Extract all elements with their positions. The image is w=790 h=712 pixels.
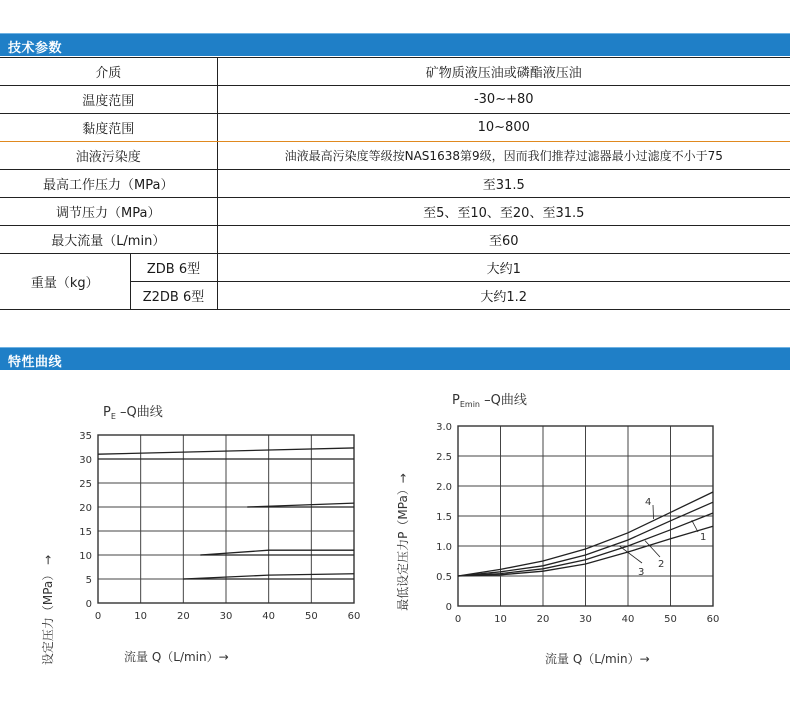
row-label-adjust-pressure: 调节压力（MPa） [0, 198, 217, 226]
y-tick-label: 3.0 [436, 422, 452, 433]
y-tick-label: 35 [79, 431, 92, 442]
x-tick-label: 20 [176, 611, 190, 622]
chart1-x-ticks [95, 611, 361, 622]
x-tick-label: 30 [219, 611, 233, 622]
y-tick-label: 5 [85, 575, 92, 586]
y-tick-label: 1.5 [436, 512, 452, 523]
x-tick-label: 0 [94, 611, 102, 622]
chart2-x-label: 流量 Q（L/min）→ [545, 652, 650, 666]
x-tick-label: 40 [621, 614, 635, 625]
y-tick-label: 25 [79, 479, 92, 490]
annotation-leader [653, 505, 654, 519]
chart2-x-ticks [455, 614, 720, 625]
x-tick-label: 40 [262, 611, 276, 622]
y-tick-label: 0 [445, 602, 452, 613]
weight-model-zdb6: ZDB 6型 [130, 254, 217, 282]
specs-section-title: 技术参数 [8, 41, 63, 56]
row-value-temperature: -30~+80 [217, 86, 790, 114]
chart1-title: $P_E$ –Q曲线 [103, 405, 163, 421]
weight-value-z2db6: 大约1.2 [217, 282, 790, 310]
y-tick-label: 10 [79, 551, 92, 562]
chart2-grid [458, 426, 713, 606]
chart1-y-ticks [79, 431, 92, 610]
pemin-q-chart [395, 380, 790, 680]
chart1-grid [98, 435, 354, 603]
row-value-medium: 矿物质液压油或磷酯液压油 [217, 58, 790, 86]
row-value-max-flow: 至60 [217, 226, 790, 254]
row-value-viscosity: 10~800 [217, 114, 790, 142]
chart2-y-label: 最低设定压力P（MPa）→ [396, 473, 410, 611]
curves-section-title: 特性曲线 [8, 355, 63, 370]
y-tick-label: 1.0 [436, 542, 452, 553]
y-tick-label: 0.5 [436, 572, 452, 583]
x-tick-label: 60 [706, 614, 720, 625]
y-tick-label: 2.5 [436, 452, 452, 463]
series-line-10a [200, 550, 354, 555]
weight-model-z2db6: Z2DB 6型 [130, 282, 217, 310]
row-label-viscosity: 黏度范围 [0, 114, 217, 142]
row-value-contamination: 油液最高污染度等级按NAS1638第9级，因而我们推荐过滤器最小过滤度不小于75 [217, 142, 790, 170]
x-tick-label: 50 [664, 614, 677, 625]
x-tick-label: 20 [536, 614, 550, 625]
row-value-max-pressure: 至31.5 [217, 170, 790, 198]
row-label-max-flow: 最大流量（L/min） [0, 226, 217, 254]
row-label-max-pressure: 最高工作压力（MPa） [0, 170, 217, 198]
series-label-1: 1 [700, 532, 707, 543]
x-tick-label: 10 [494, 614, 507, 625]
table-row [0, 58, 790, 86]
chart1-x-label: 流量 Q（L/min）→ [124, 650, 229, 664]
x-tick-label: 50 [304, 611, 318, 622]
weight-value-zdb6: 大约1 [217, 254, 790, 282]
y-tick-label: 0 [85, 599, 92, 610]
row-label-temperature: 温度范围 [0, 86, 217, 114]
y-tick-label: 2.0 [436, 482, 452, 493]
table-row [0, 114, 790, 142]
pe-q-chart [0, 380, 395, 680]
y-tick-label: 20 [79, 503, 92, 514]
row-value-adjust-pressure: 至5、至10、至20、至31.5 [217, 198, 790, 226]
table-row [0, 198, 790, 226]
specs-section-header [0, 33, 790, 56]
chart2-title: $P_{Emin}$ –Q曲线 [452, 393, 527, 409]
y-tick-label: 15 [79, 527, 92, 538]
row-label-medium: 介质 [0, 58, 217, 86]
table-row [0, 170, 790, 198]
table-row [0, 254, 790, 282]
series-label-2: 2 [658, 559, 665, 570]
x-tick-label: 10 [134, 611, 148, 622]
row-label-weight: 重量（kg） [0, 254, 130, 310]
curves-section-header [0, 347, 790, 370]
spec-table [0, 57, 790, 310]
y-tick-label: 30 [79, 455, 92, 466]
series-label-4: 4 [645, 497, 652, 508]
row-label-contamination: 油液污染度 [0, 142, 217, 170]
chart2-y-ticks [436, 422, 452, 613]
x-tick-label: 0 [454, 614, 462, 625]
table-row [0, 142, 790, 170]
chart1-y-label: 设定压力（MPa） → [41, 554, 55, 666]
table-row [0, 86, 790, 114]
annotation-leader [692, 520, 698, 532]
x-tick-label: 60 [347, 611, 361, 622]
series-label-3: 3 [638, 567, 645, 578]
x-tick-label: 30 [579, 614, 592, 625]
table-row [0, 226, 790, 254]
